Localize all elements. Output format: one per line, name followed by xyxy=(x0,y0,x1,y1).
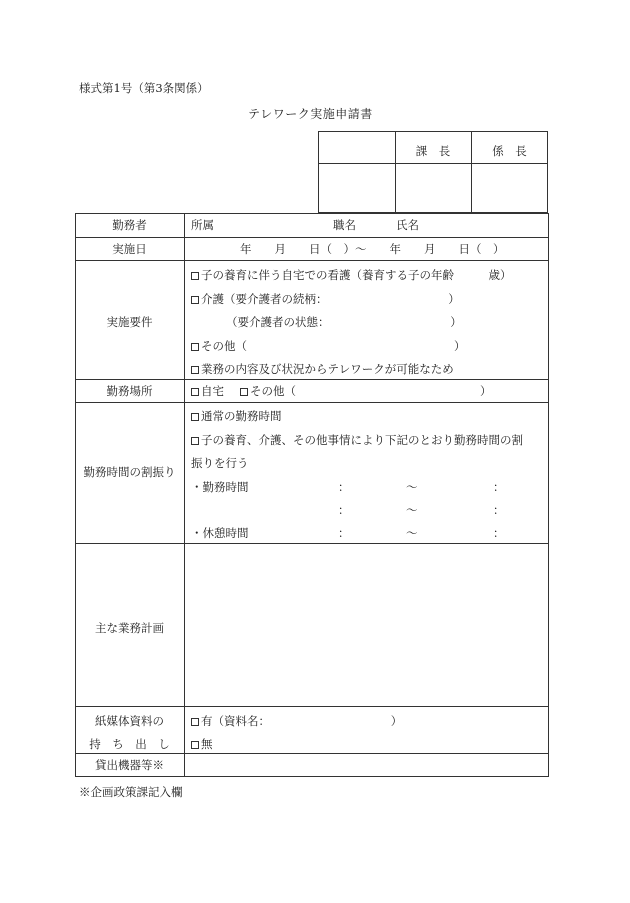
hours-custom-option-cont: 振りを行う xyxy=(191,456,249,470)
location-home-option[interactable]: 自宅 xyxy=(191,386,224,398)
time-tilde: ～ xyxy=(406,526,418,540)
work-plan-field[interactable] xyxy=(186,545,546,704)
checkbox-icon[interactable] xyxy=(191,741,199,749)
subsection-chief-label: 係 長 xyxy=(492,144,527,158)
position-label: 職名 xyxy=(333,218,356,232)
form-number: 様式第1号（第3条関係） xyxy=(79,81,209,95)
name-label: 氏名 xyxy=(396,218,419,232)
worker-label: 勤務者 xyxy=(112,218,147,232)
checkbox-icon[interactable] xyxy=(191,413,199,421)
work-time-label: ・勤務時間 xyxy=(191,480,249,494)
date-label: 実施日 xyxy=(112,242,147,256)
name-field[interactable] xyxy=(424,215,544,235)
hours-label: 勤務時間の割振り xyxy=(83,465,176,479)
checkbox-icon[interactable] xyxy=(191,388,199,396)
paper-materials-label: 紙媒体資料の xyxy=(95,714,164,728)
requirement-nursing-care[interactable]: 介護（要介護者の続柄： ） xyxy=(191,294,460,306)
time-colon: ： xyxy=(493,526,505,540)
affiliation-label: 所属 xyxy=(191,218,214,232)
time-colon: ： xyxy=(338,526,350,540)
checkbox-icon[interactable] xyxy=(191,718,199,726)
checkbox-icon[interactable] xyxy=(240,388,248,396)
location-label: 勤務場所 xyxy=(106,384,153,398)
work-plan-label: 主な業務計画 xyxy=(95,621,164,635)
section-chief-label: 課 長 xyxy=(415,144,451,158)
requirement-care-state[interactable]: （要介護者の状態： ） xyxy=(226,315,462,329)
checkbox-icon[interactable] xyxy=(191,296,199,304)
position-field[interactable] xyxy=(360,215,390,235)
requirements-label: 実施要件 xyxy=(106,315,153,329)
time-tilde: ～ xyxy=(406,480,418,494)
time-colon: ： xyxy=(493,503,505,517)
checkbox-icon[interactable] xyxy=(191,437,199,445)
requirement-other[interactable]: その他（ ） xyxy=(191,341,466,353)
break-time-label: ・休憩時間 xyxy=(191,526,249,540)
checkbox-icon[interactable] xyxy=(191,343,199,351)
paper-no-option[interactable]: 無 xyxy=(191,739,213,751)
section-chief-stamp-box[interactable] xyxy=(396,164,470,212)
page-title: テレワーク実施申請書 xyxy=(248,107,373,121)
time-colon: ： xyxy=(338,480,350,494)
requirement-childcare[interactable]: 子の養育に伴う自宅での看護（養育する子の年齢 歳） xyxy=(191,270,512,282)
hours-custom-option[interactable]: 子の養育、介護、その他事情により下記のとおり勤務時間の割 xyxy=(191,435,523,447)
affiliation-field[interactable] xyxy=(218,215,328,235)
subsection-chief-stamp-box[interactable] xyxy=(472,164,547,212)
footnote: ※企画政策課記入欄 xyxy=(79,785,183,799)
paper-yes-option[interactable]: 有（資料名： ） xyxy=(191,716,402,728)
requirement-work-content[interactable]: 業務の内容及び状況からテレワークが可能なため xyxy=(191,364,454,376)
checkbox-icon[interactable] xyxy=(191,366,199,374)
paper-materials-label-2: 持 ち 出 し xyxy=(89,737,170,751)
location-other-option[interactable]: その他（ ） xyxy=(240,386,492,398)
equipment-label: 貸出機器等※ xyxy=(95,758,164,772)
hours-normal-option[interactable]: 通常の勤務時間 xyxy=(191,411,282,423)
checkbox-icon[interactable] xyxy=(191,272,199,280)
date-range-field[interactable]: 年 月 日（ ）～ 年 月 日（ ） xyxy=(240,242,505,256)
time-colon: ： xyxy=(493,480,505,494)
time-colon: ： xyxy=(338,503,350,517)
time-tilde: ～ xyxy=(406,503,418,517)
equipment-field[interactable] xyxy=(186,755,546,775)
